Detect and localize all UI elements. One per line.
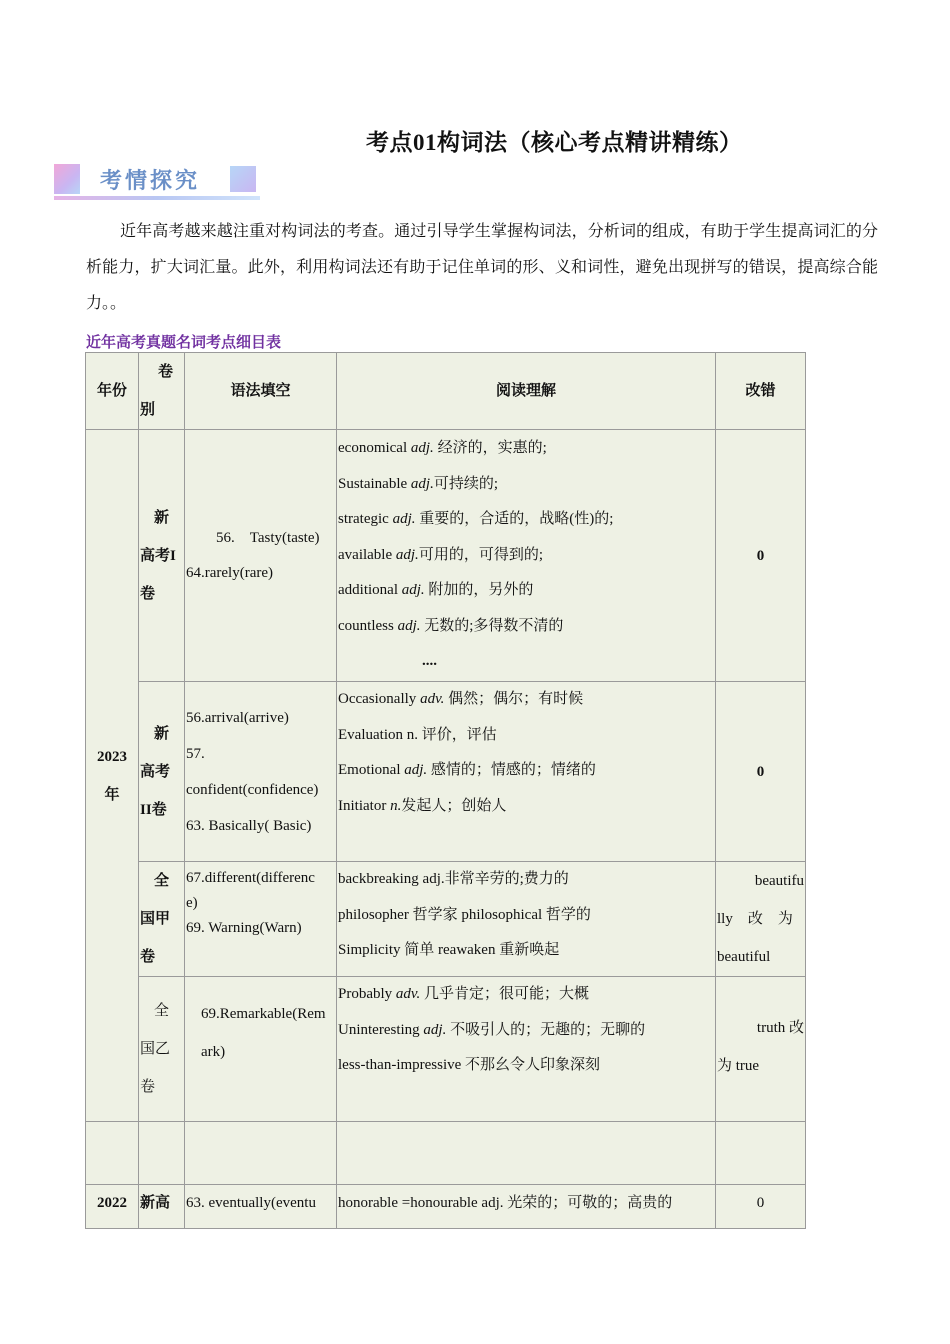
reading-cell bbox=[337, 862, 716, 977]
vocab-line: backbreaking adj.非常辛劳的;费力的 bbox=[338, 871, 569, 887]
page-title: 考点01构词法（核心考点精讲精练） bbox=[366, 130, 743, 155]
banner-label: 考情探究 bbox=[100, 169, 201, 194]
vocab-line: Initiator n.发起人；创始人 bbox=[338, 797, 507, 814]
vocab-line: Occasionally adv. 偶然；偶尔；有时候 bbox=[338, 691, 584, 707]
vocab-line: Evaluation n. 评价，评估 bbox=[338, 726, 497, 743]
banner-decoration-left bbox=[54, 164, 80, 194]
table-row bbox=[86, 430, 806, 682]
banner-underline bbox=[54, 196, 260, 200]
grammar-cell: 56.arrival(arrive) 57. confident(confidence) 63. Basically( Basic) bbox=[185, 682, 337, 862]
grammar-cell: 56. Tasty(taste) 64.rarely(rare) bbox=[185, 430, 337, 682]
grammar-cell: 69.Remarkable(Rem ark) bbox=[185, 977, 337, 1122]
grammar-cell: 67.different(differenc e) 69. Warning(Warn) bbox=[185, 862, 337, 977]
header-paper: 卷 别 bbox=[139, 353, 185, 430]
header-error: 改错 bbox=[716, 353, 806, 430]
vocab-line: economical adj. 经济的，实惠的; bbox=[338, 440, 547, 457]
vocab-line: Sustainable adj.可持续的; bbox=[338, 475, 498, 492]
error-cell: beautifu lly 改 为 beautiful bbox=[716, 862, 806, 977]
table-row bbox=[86, 682, 806, 862]
empty-cell bbox=[185, 1122, 337, 1185]
year-cell-2023: 2023 年 bbox=[86, 430, 139, 1122]
empty-cell bbox=[139, 1122, 185, 1185]
vocab-line: Uninteresting adj. 不吸引人的；无趣的；无聊的 bbox=[338, 1021, 646, 1038]
section-banner bbox=[54, 164, 260, 204]
paper-cell: 新 高考I 卷 bbox=[139, 430, 185, 682]
vocab-line: Probably adv. 几乎肯定；很可能；大概 bbox=[338, 986, 589, 1002]
year-cell-2022: 2022 bbox=[86, 1185, 139, 1229]
paper-cell: 全 国乙 卷 bbox=[139, 977, 185, 1122]
vocab-line: Emotional adj. 感情的；情感的；情绪的 bbox=[338, 762, 596, 778]
table-row bbox=[86, 1185, 806, 1229]
error-cell: 0 bbox=[716, 1185, 806, 1229]
header-grammar: 语法填空 bbox=[185, 353, 337, 430]
table-row-empty bbox=[86, 1122, 806, 1185]
vocab-line: additional adj. 附加的，另外的 bbox=[338, 582, 534, 599]
table-caption: 近年高考真题名词考点细目表 bbox=[86, 335, 282, 351]
table-row bbox=[86, 977, 806, 1122]
reading-cell bbox=[337, 977, 716, 1122]
header-reading: 阅读理解 bbox=[337, 353, 716, 430]
paper-cell: 新 高考 II卷 bbox=[139, 682, 185, 862]
vocab-line: available adj.可用的，可得到的; bbox=[338, 546, 543, 563]
intro-paragraph: 近年高考越来越注重对构词法的考查。通过引导学生掌握构词法，分析词的组成，有助于学生提高词汇的分析能力，扩大词汇量。此外，利用构词法还有助于记住单词的形、义和词性，避免出现拼写的错误，提高综合能力。。 bbox=[86, 223, 878, 312]
error-cell: 0 bbox=[716, 430, 806, 682]
exam-points-table bbox=[85, 352, 806, 1229]
paper-cell: 新高 bbox=[139, 1185, 185, 1229]
error-cell: 0 bbox=[716, 682, 806, 862]
table-header-row bbox=[86, 353, 806, 430]
reading-cell bbox=[337, 682, 716, 862]
ellipsis: .... bbox=[422, 653, 437, 670]
vocab-line: less-than-impressive 不那幺令人印象深刻 bbox=[338, 1057, 601, 1073]
empty-cell bbox=[337, 1122, 716, 1185]
grammar-cell: 63. eventually(eventu bbox=[185, 1185, 337, 1229]
reading-cell: honorable =honourable adj. 光荣的；可敬的；高贵的 bbox=[337, 1185, 716, 1229]
empty-cell bbox=[86, 1122, 139, 1185]
paper-cell: 全 国甲 卷 bbox=[139, 862, 185, 977]
reading-cell bbox=[337, 430, 716, 682]
error-cell: truth 改 为 true bbox=[716, 977, 806, 1122]
empty-cell bbox=[716, 1122, 806, 1185]
table-row bbox=[86, 862, 806, 977]
vocab-line: countless adj. 无数的;多得数不清的 bbox=[338, 617, 564, 634]
vocab-line: Simplicity 简单 reawaken 重新唤起 bbox=[338, 942, 560, 958]
vocab-line: strategic adj. 重要的，合适的，战略(性)的; bbox=[338, 511, 614, 528]
vocab-line: philosopher 哲学家 philosophical 哲学的 bbox=[338, 906, 591, 923]
header-year: 年份 bbox=[86, 353, 139, 430]
banner-decoration-right bbox=[230, 166, 256, 192]
